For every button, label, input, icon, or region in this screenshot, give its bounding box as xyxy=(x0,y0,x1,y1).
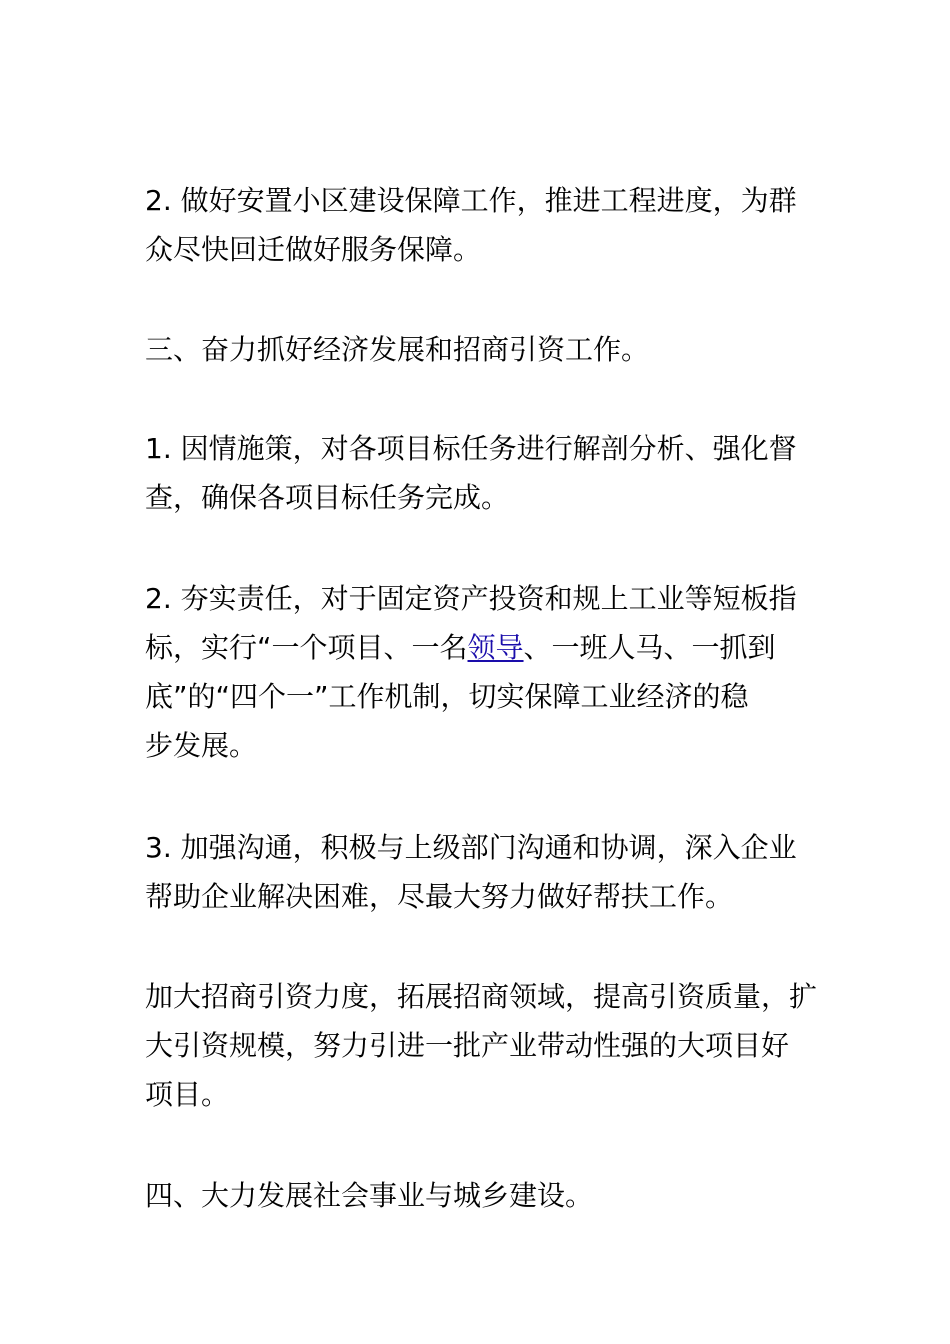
text-line: 帮助企业解决困难，尽最大努力做好帮扶工作。 xyxy=(145,880,734,913)
heading-text: 四、大力发展社会事业与城乡建设。 xyxy=(145,1179,594,1212)
text-line: 2. 做好安置小区建设保障工作，推进工程进度，为群 xyxy=(145,184,797,217)
paragraph-item-2-responsibility xyxy=(145,574,810,770)
text-segment: 、一班人马、一抓到 xyxy=(523,631,776,664)
heading-text: 三、奋力抓好经济发展和招商引资工作。 xyxy=(145,333,650,366)
section-heading-3 xyxy=(145,325,810,374)
text-line: 众尽快回迁做好服务保障。 xyxy=(145,233,482,266)
text-segment: 标，实行“一个项目、一名 xyxy=(145,631,468,664)
paragraph-investment xyxy=(145,972,818,1119)
paragraph-item-3-communication xyxy=(145,823,810,921)
leader-link[interactable]: 领导 xyxy=(467,631,524,664)
text-line: 步发展。 xyxy=(145,729,258,762)
text-line xyxy=(145,623,810,672)
text-line: 2. 夯实责任，对于固定资产投资和规上工业等短板指 xyxy=(145,582,797,615)
text-line: 3. 加强沟通，积极与上级部门沟通和协调，深入企业 xyxy=(145,831,797,864)
text-line: 查，确保各项目标任务完成。 xyxy=(145,481,510,514)
section-heading-4 xyxy=(145,1171,810,1220)
text-line: 1. 因情施策，对各项目标任务进行解剖分析、强化督 xyxy=(145,432,797,465)
text-line: 大引资规模，努力引进一批产业带动性强的大项目好 xyxy=(145,1029,790,1062)
paragraph-item-2-resettlement xyxy=(145,176,810,274)
text-line: 加大招商引资力度，拓展招商领域，提高引资质量，扩 xyxy=(145,980,818,1013)
text-line: 项目。 xyxy=(145,1078,230,1111)
text-line: 底”的“四个一”工作机制，切实保障工业经济的稳 xyxy=(145,680,749,713)
paragraph-item-1-targets xyxy=(145,424,810,522)
